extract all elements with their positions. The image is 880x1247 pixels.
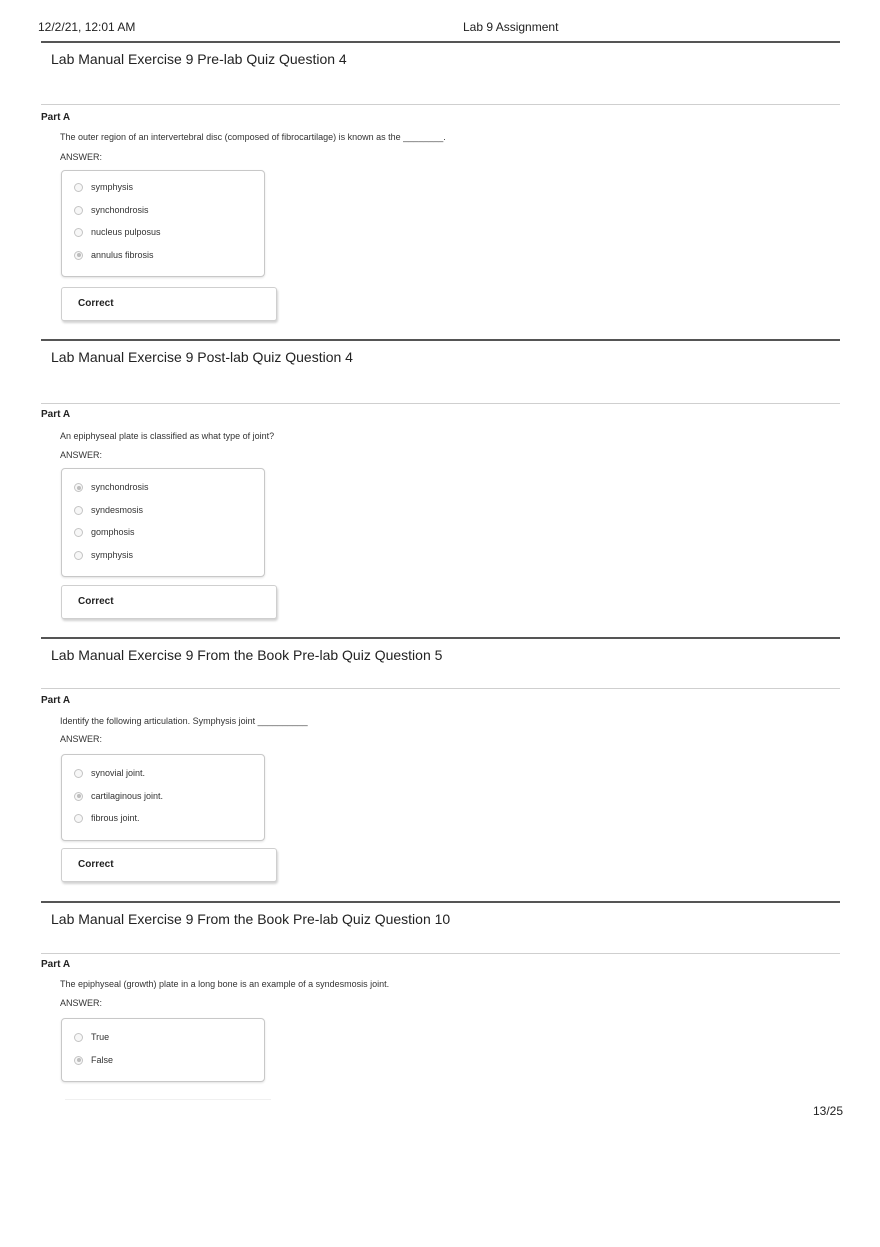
choice-label: cartilaginous joint. (91, 790, 164, 801)
answer-label: ANSWER: (60, 998, 103, 1008)
choice-option[interactable] (62, 201, 264, 224)
choice-option[interactable] (62, 246, 264, 269)
part-divider (41, 688, 840, 689)
choice-option[interactable] (62, 764, 264, 787)
answer-choices (61, 1018, 265, 1082)
feedback-box (61, 848, 277, 882)
radio-button-selected[interactable] (74, 483, 83, 492)
choice-label: syndesmosis (91, 504, 144, 515)
question-block (41, 637, 840, 885)
answer-label: ANSWER: (60, 450, 103, 460)
choice-option[interactable] (62, 787, 264, 810)
question-prompt: The outer region of an intervertebral disc (composed of fibrocartilage) is known as the ________. (60, 132, 446, 142)
radio-button[interactable] (74, 1033, 83, 1042)
choice-option[interactable] (62, 1051, 264, 1074)
radio-button[interactable] (74, 183, 83, 192)
part-label: Part A (41, 409, 71, 420)
answer-label: ANSWER: (60, 152, 103, 162)
answer-choices (61, 170, 265, 277)
page-header (38, 20, 840, 40)
part-label: Part A (41, 112, 71, 123)
question-title: Lab Manual Exercise 9 Post-lab Quiz Question 4 (51, 349, 353, 365)
radio-button[interactable] (74, 228, 83, 237)
question-divider (41, 901, 840, 903)
answer-label: ANSWER: (60, 734, 103, 744)
part-divider (41, 953, 840, 954)
choice-label: True (91, 1032, 110, 1042)
question-title: Lab Manual Exercise 9 Pre-lab Quiz Question 4 (51, 51, 347, 67)
question-prompt: An epiphyseal plate is classified as what type of joint? (60, 431, 275, 441)
choice-label: symphysis (91, 549, 134, 560)
feedback-box-edge (65, 1099, 271, 1100)
answer-choices (61, 754, 265, 841)
choice-label: synovial joint. (91, 768, 146, 778)
question-block (41, 901, 840, 1091)
choice-option[interactable] (62, 523, 264, 546)
answer-choices (61, 468, 265, 577)
choice-label: False (91, 1054, 114, 1065)
question-title: Lab Manual Exercise 9 From the Book Pre-lab Quiz Question 10 (51, 911, 451, 927)
question-block (41, 339, 840, 621)
choice-label: gomphosis (91, 527, 135, 537)
question-title: Lab Manual Exercise 9 From the Book Pre-lab Quiz Question 5 (51, 647, 443, 663)
question-divider (41, 41, 840, 43)
choice-option[interactable] (62, 478, 264, 501)
choice-option[interactable] (62, 501, 264, 524)
part-divider (41, 403, 840, 404)
choice-label: synchondrosis (91, 482, 149, 492)
feedback-box (61, 287, 277, 321)
radio-button[interactable] (74, 528, 83, 537)
choice-option[interactable] (62, 178, 264, 201)
choice-label: fibrous joint. (91, 813, 140, 823)
question-prompt: Identify the following articulation. Symphysis joint __________ (60, 716, 308, 726)
page-number: 13/25 (812, 1104, 843, 1118)
feedback-text: Correct (78, 596, 114, 607)
question-divider (41, 637, 840, 639)
radio-button-selected[interactable] (74, 1056, 83, 1065)
feedback-text: Correct (78, 859, 114, 870)
radio-button-selected[interactable] (74, 792, 83, 801)
feedback-text: Correct (78, 298, 114, 309)
document-title: Lab 9 Assignment (463, 20, 559, 34)
question-block (41, 41, 840, 323)
choice-label: nucleus pulposus (91, 227, 161, 237)
radio-button[interactable] (74, 814, 83, 823)
choice-label: annulus fibrosis (91, 249, 154, 260)
part-label: Part A (41, 959, 71, 970)
radio-button[interactable] (74, 769, 83, 778)
choice-label: symphysis (91, 182, 134, 192)
choice-label: synchondrosis (91, 204, 149, 215)
radio-button[interactable] (74, 206, 83, 215)
feedback-box (61, 585, 277, 619)
part-label: Part A (41, 695, 71, 706)
part-divider (41, 104, 840, 105)
choice-option[interactable] (62, 546, 264, 569)
choice-option[interactable] (62, 809, 264, 832)
radio-button[interactable] (74, 506, 83, 515)
radio-button[interactable] (74, 551, 83, 560)
question-divider (41, 339, 840, 341)
choice-option[interactable] (62, 223, 264, 246)
choice-option[interactable] (62, 1028, 264, 1051)
question-prompt: The epiphyseal (growth) plate in a long bone is an example of a syndesmosis joint. (60, 979, 390, 989)
print-date: 12/2/21, 12:01 AM (38, 20, 136, 34)
radio-button-selected[interactable] (74, 251, 83, 260)
